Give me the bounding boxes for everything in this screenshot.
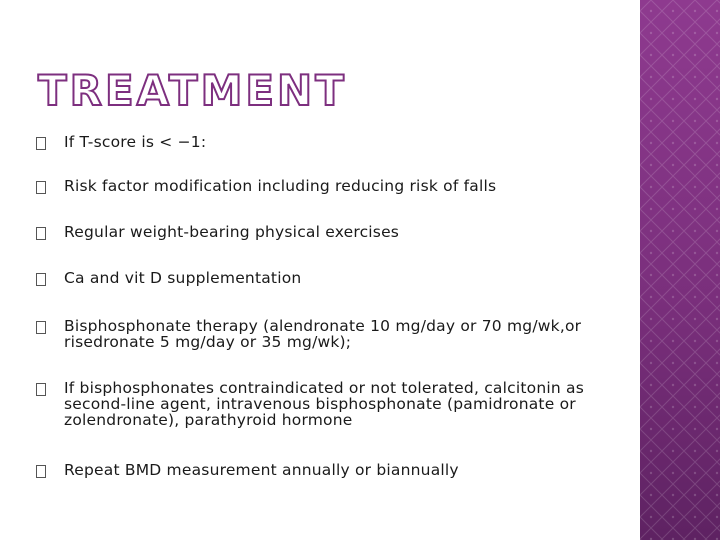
bullet-marker-icon <box>36 383 46 396</box>
decorative-side-panel <box>640 0 720 540</box>
bullet-text: Risk factor modification including reducing risk of falls <box>64 177 497 195</box>
bullet-text: If T-score is < −1: <box>64 133 207 151</box>
bullet-item <box>36 224 626 240</box>
bullet-item <box>36 380 626 428</box>
bullet-marker-icon <box>36 227 46 240</box>
bullet-text: Bisphosphonate therapy (alendronate 10 mg/day or 70 mg/wk,or risedronate 5 mg/day or 35 mg/wk); <box>64 317 582 351</box>
bullet-item <box>36 270 626 286</box>
bullet-marker-icon <box>36 321 46 334</box>
bullet-marker-icon <box>36 273 46 286</box>
bullet-marker-icon <box>36 137 46 150</box>
bullet-marker-icon <box>36 465 46 478</box>
bullet-item <box>36 318 626 350</box>
bullet-text: Ca and vit D supplementation <box>64 269 302 287</box>
bullet-item <box>36 178 626 194</box>
slide-title: TREATMENT <box>38 66 347 115</box>
diamond-pattern <box>640 0 720 540</box>
bullet-item <box>36 462 626 478</box>
bullet-text: If bisphosphonates contraindicated or not tolerated, calcitonin as second-line agent, intravenous bisphosphonate (pamidronate or zolendronate), parathyroid hormone <box>64 379 584 429</box>
bullet-marker-icon <box>36 181 46 194</box>
bullet-text: Regular weight-bearing physical exercises <box>64 223 400 241</box>
bullet-item <box>36 134 626 150</box>
bullet-text: Repeat BMD measurement annually or biannually <box>64 461 459 479</box>
